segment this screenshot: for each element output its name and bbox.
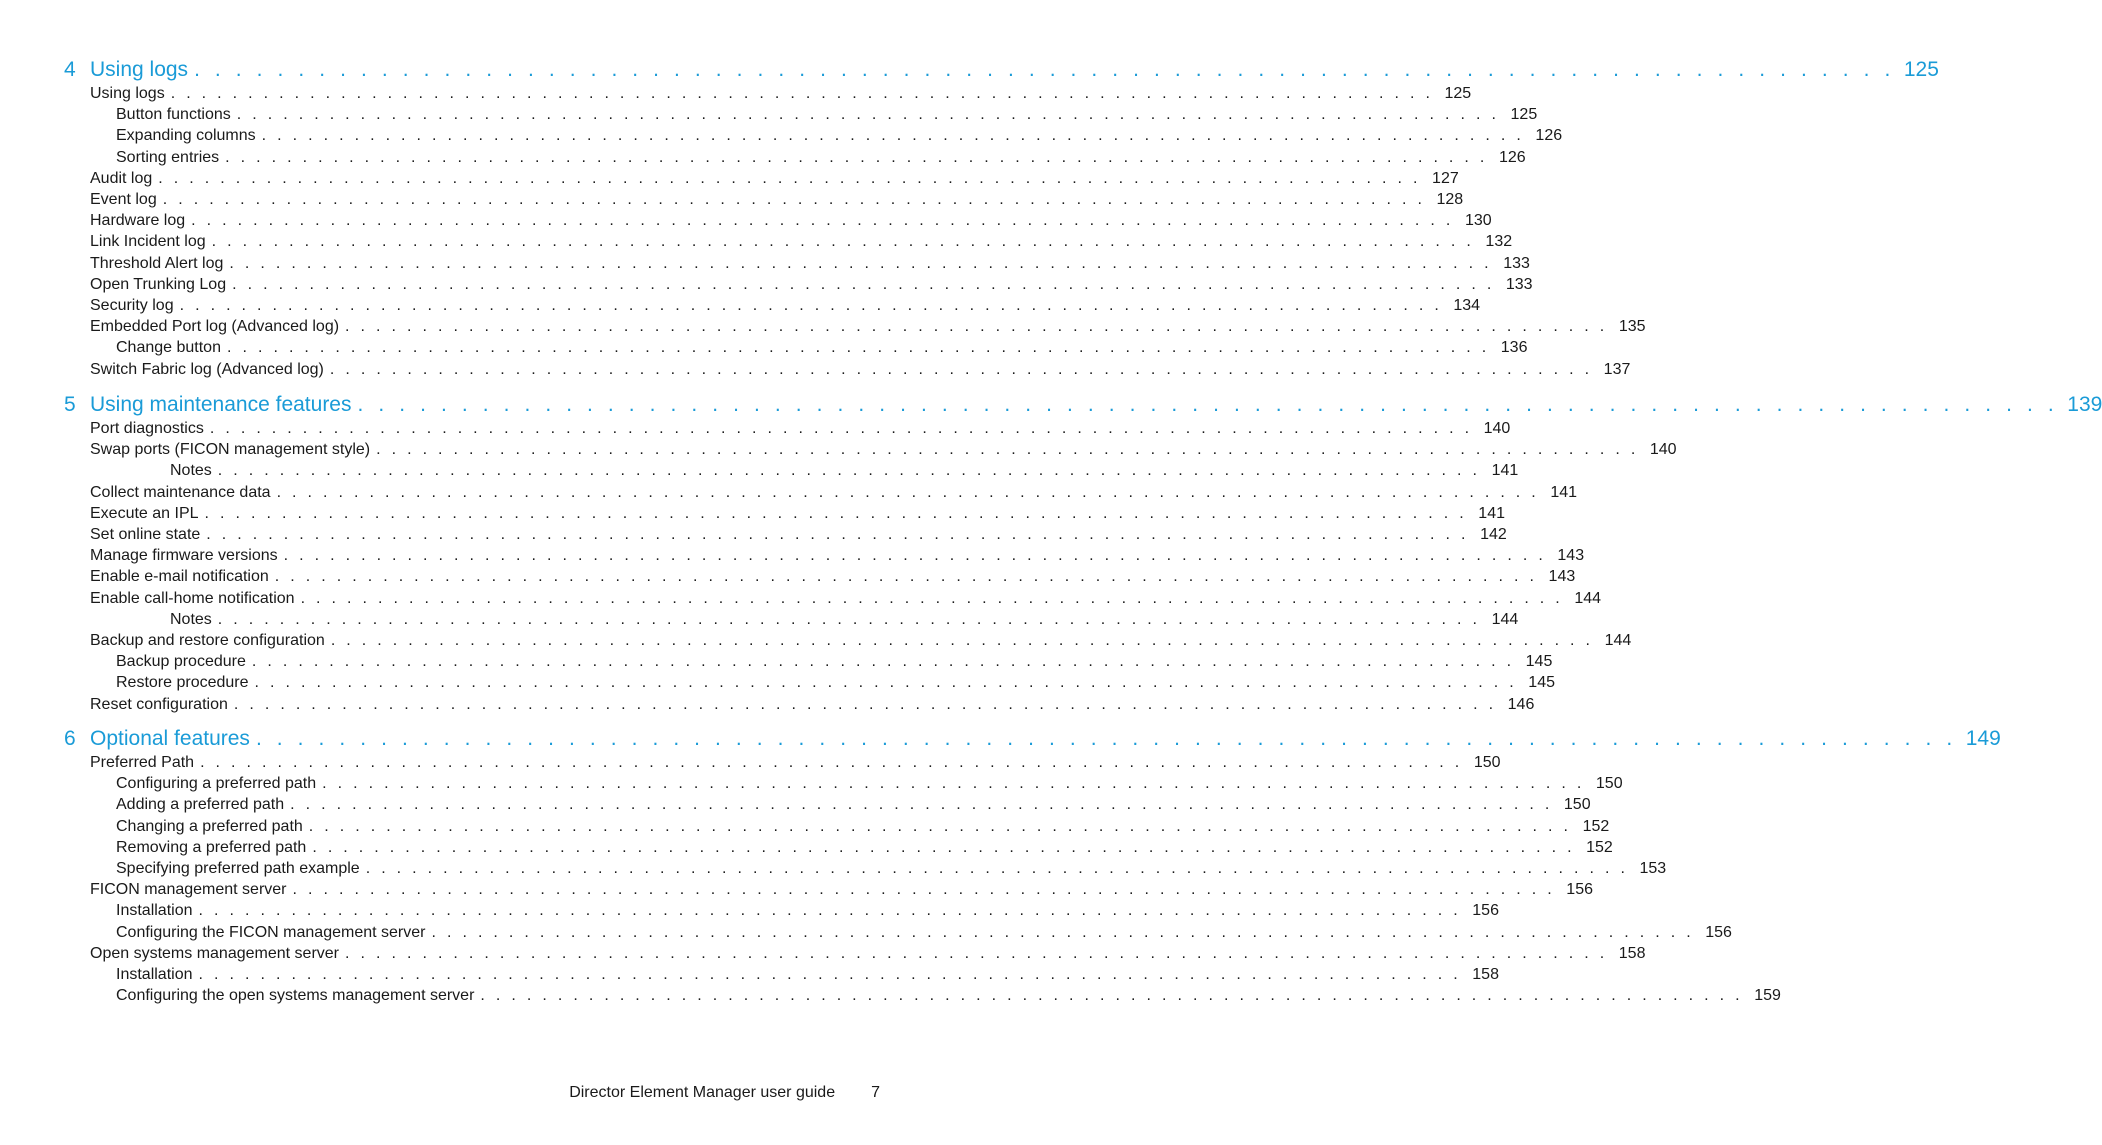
dot-leader: . . . . . . . . . . . . . . . . . . . . . . . . . . . . . . . . . . . . . . . . . . . . . . . . . . . . . . . . . . . . . . . . . . . . . . . . . . . . . . . . . .	[236, 106, 1500, 124]
dot-leader: . . . . . . . . . . . . . . . . . . . . . . . . . . . . . . . . . . . . . . . . . . . . . . . . . . . . . . . . . . . . . . . . . . . . . . . . . . . . . . . . . .	[431, 923, 1694, 941]
chapter-title: Optional features	[90, 727, 250, 750]
toc-entry[interactable]	[90, 545, 1585, 566]
toc-entry[interactable]	[116, 773, 1623, 794]
chapter-page-number: 125	[1903, 58, 1939, 81]
dot-leader: . . . . . . . . . . . . . . . . . . . . . . . . . . . . . . . . . . . . . . . . . . . . . . . . . . . . . . . . . . . . . . . . . . . . . . . . . . . . . . . . . .	[204, 504, 1467, 522]
toc-entry-page-number: 125	[1510, 106, 1538, 124]
toc-entry-page-number: 132	[1485, 233, 1513, 251]
toc-entry-title: Configuring the open systems management server	[116, 987, 475, 1005]
toc-entry-page-number: 158	[1618, 944, 1646, 962]
dot-leader: . . . . . . . . . . . . . . . . . . . . . . . . . . . . . . . . . . . . . . . . . . . . . . . . . . . . . . . . . . . . . . . . . . . . . . . . . . . . . . . . . .	[170, 85, 1434, 102]
toc-entry-page-number: 143	[1548, 568, 1576, 586]
toc-entry-title: Changing a preferred path	[116, 817, 303, 835]
toc-entry-title: Switch Fabric log (Advanced log)	[90, 360, 324, 378]
toc-entry-title: Backup and restore configuration	[90, 632, 325, 649]
dot-leader: . . . . . . . . . . . . . . . . . . . . . . . . . . . . . . . . . . . . . . . . . . . . . . . . . . . . . . . . . . . . . . . . . . . . . . . . . . . . . . . . . .	[229, 254, 1492, 272]
toc-entry[interactable]	[90, 439, 1677, 460]
toc-entry-page-number: 140	[1483, 420, 1511, 437]
toc-entry-title: Restore procedure	[116, 674, 249, 692]
toc-entry-page-number: 141	[1491, 462, 1519, 480]
toc-entry[interactable]	[90, 83, 1472, 104]
chapter-title: Using logs	[90, 58, 189, 81]
footer-page-number: 7	[871, 1084, 880, 1101]
toc-entry[interactable]	[90, 524, 1507, 545]
toc-entry[interactable]	[90, 943, 1646, 964]
toc-entry-page-number: 145	[1528, 674, 1555, 692]
toc-entry[interactable]	[90, 418, 1511, 439]
toc-entry-page-number: 130	[1464, 212, 1492, 230]
chapter-heading[interactable]	[64, 56, 1939, 84]
toc-entry-title: Installation	[116, 966, 193, 983]
toc-entry[interactable]	[90, 694, 1535, 715]
toc-entry-page-number: 128	[1436, 191, 1464, 208]
toc-entry-title: Manage firmware versions	[90, 547, 278, 565]
toc-entry-page-number: 144	[1604, 632, 1632, 649]
dot-leader: . . . . . . . . . . . . . . . . . . . . . . . . . . . . . . . . . . . . . . . . . . . . . . . . . . . . . . . . . . . . . . . . . . . . . . . . . . . . . . . . . .	[290, 796, 1553, 814]
toc-entry-title: Button functions	[116, 106, 231, 124]
toc-entry-title: Removing a preferred path	[116, 838, 307, 856]
chapter-heading[interactable]	[64, 391, 2102, 419]
dot-leader: . . . . . . . . . . . . . . . . . . . . . . . . . . . . . . . . . . . . . . . . . . . . . . . . . . . . . . . . . . . . . . . . . . . . . . . . . . . . . . . . . .	[330, 632, 1594, 649]
dot-leader: . . . . . . . . . . . . . . . . . . . . . . . . . . . . . . . . . . . . . . . . . . . . . . . . . . . . . . . . . . . . . . . . . . . . . . . . . . . . . . . . . .	[198, 902, 1461, 920]
toc-entry[interactable]	[90, 752, 1501, 773]
chapter-number: 5	[64, 393, 76, 416]
dot-leader: . . . . . . . . . . . . . . . . . . . . . . . . . . . . . . . . . . . . . . . . . . . . . . . . . . . . . . . . . . . . . . . . . . . . . . . . . . . . . . . . . .	[322, 775, 1585, 793]
toc-entry[interactable]	[90, 231, 1513, 252]
toc-entry-title: Preferred Path	[90, 754, 195, 771]
toc-entry-page-number: 159	[1754, 987, 1781, 1005]
dot-leader: . . . . . . . . . . . . . . . . . . . . . . . . . . . . . . . . . . . . . . . . . . . . . . . . . . . . . . . . . . . . . . . . . . . . . . . . . . . . . . . . . .	[211, 233, 1475, 251]
footer-guide-title: Director Element Manager user guide	[569, 1084, 836, 1101]
toc-entry-title: Installation	[116, 902, 193, 920]
toc-entry[interactable]	[90, 295, 1481, 316]
toc-entry-title: Enable e-mail notification	[90, 568, 269, 586]
toc-entry[interactable]	[116, 104, 1538, 125]
toc-entry[interactable]	[90, 316, 1646, 337]
toc-entry-title: Event log	[90, 191, 157, 208]
dot-leader: . . . . . . . . . . . . . . . . . . . . . . . . . . . . . . . . . . . . . . . . . . . . . . . . . . . . . . . . . . . . . . . . . . . . . . . . . . . . . . . . . .	[292, 881, 1555, 899]
chapter-page-number: 139	[2067, 393, 2102, 416]
toc-entry[interactable]	[90, 630, 1632, 651]
toc-entry-page-number: 141	[1550, 483, 1578, 501]
dot-leader: . . . . . . . . . . . . . . . . . . . . . . . . . . . . . . . . . . . . . . . . . . . . . . . . . . . . . . . . . . . . . . . . . . . . . . . . . . . . . . . . . .	[158, 169, 1421, 187]
toc-entry[interactable]	[116, 651, 1553, 672]
toc-entry-title: Threshold Alert log	[90, 254, 224, 272]
dot-leader: . . . . . . . . . . . . . . . . . . . . . . . . . . . . . . . . . . . . . . . . . . . . . . . . . . . . . . . . . . . . . . . . . . . . . . . . . . . . . . . . . .	[312, 838, 1575, 856]
toc-entry[interactable]	[90, 274, 1533, 295]
dot-leader: . . . . . . . . . . . . . . . . . . . . . . . . . . . . . . . . . . . . . . . . . . . . . . . . . . . . . . . . . . . . . . . . . . . . . . . . . . . . . . . . . .	[179, 297, 1443, 314]
toc-entry-title: Adding a preferred path	[116, 796, 285, 814]
toc-entry-page-number: 156	[1705, 923, 1732, 941]
toc-entry[interactable]	[116, 794, 1591, 815]
toc-entry[interactable]	[170, 609, 1519, 630]
dot-leader: . . . . . . . . . . . . . . . . . . . . . . . . . . . . . . . . . . . . . . . . . . . . . . . . . . . . . . . . . . . . . . . . . . . . . . . . . . . . . . . . . .	[194, 58, 1895, 81]
toc-entry[interactable]	[90, 189, 1464, 210]
chapter-title: Using maintenance features	[90, 393, 352, 416]
toc-entry[interactable]	[90, 210, 1492, 231]
toc-entry-page-number: 150	[1563, 796, 1591, 814]
toc-entry-title: Expanding columns	[116, 127, 256, 145]
toc-entry-page-number: 152	[1582, 817, 1610, 835]
toc-entry-page-number: 152	[1586, 838, 1613, 856]
chapter-number: 4	[64, 58, 76, 81]
toc-entry-title: Notes	[170, 610, 212, 628]
toc-entry[interactable]	[116, 816, 1610, 837]
dot-leader: . . . . . . . . . . . . . . . . . . . . . . . . . . . . . . . . . . . . . . . . . . . . . . . . . . . . . . . . . . . . . . . . . . . . . . . . . . . . . . . . . .	[198, 966, 1461, 983]
toc-entry-page-number: 134	[1453, 297, 1481, 314]
toc-entry-page-number: 141	[1478, 504, 1505, 522]
toc-entry-title: FICON management server	[90, 881, 287, 899]
toc-entry[interactable]	[116, 964, 1499, 985]
toc-entry-title: Specifying preferred path example	[116, 860, 360, 877]
toc-entry[interactable]	[116, 837, 1613, 858]
toc-entry[interactable]	[90, 566, 1576, 587]
toc-entry-title: Swap ports (FICON management style)	[90, 441, 371, 459]
dot-leader: . . . . . . . . . . . . . . . . . . . . . . . . . . . . . . . . . . . . . . . . . . . . . . . . . . . . . . . . . . . . . . . . . . . . . . . . . . . . . . . . . .	[251, 653, 1515, 671]
toc-entry[interactable]	[90, 359, 1631, 380]
toc-entry[interactable]	[90, 503, 1505, 524]
toc-entry[interactable]	[90, 879, 1593, 900]
toc-entry-page-number: 158	[1472, 966, 1499, 983]
chapter-number: 6	[64, 727, 76, 750]
toc-entry-title: Embedded Port log (Advanced log)	[90, 318, 340, 336]
toc-entry[interactable]	[116, 985, 1781, 1006]
toc-entry-title: Using logs	[90, 85, 165, 102]
toc-entry-title: Port diagnostics	[90, 420, 204, 437]
dot-leader: . . . . . . . . . . . . . . . . . . . . . . . . . . . . . . . . . . . . . . . . . . . . . . . . . . . . . . . . . . . . . . . . . . . . . . . . . . . . . . . . . .	[162, 191, 1426, 208]
toc-entry-page-number: 127	[1432, 169, 1459, 187]
dot-leader: . . . . . . . . . . . . . . . . . . . . . . . . . . . . . . . . . . . . . . . . . . . . . . . . . . . . . . . . . . . . . . . . . . . . . . . . . . . . . . . . . .	[283, 547, 1547, 565]
dot-leader: . . . . . . . . . . . . . . . . . . . . . . . . . . . . . . . . . . . . . . . . . . . . . . . . . . . . . . . . . . . . . . . . . . . . . . . . . . . . . . . . . .	[200, 754, 1463, 771]
dot-leader: . . . . . . . . . . . . . . . . . . . . . . . . . . . . . . . . . . . . . . . . . . . . . . . . . . . . . . . . . . . . . . . . . . . . . . . . . . . . . . . . . .	[226, 339, 1490, 357]
toc-entry-title: Configuring the FICON management server	[116, 923, 426, 941]
chapter-page-number: 149	[1965, 727, 2001, 750]
dot-leader: . . . . . . . . . . . . . . . . . . . . . . . . . . . . . . . . . . . . . . . . . . . . . . . . . . . . . . . . . . . . . . . . . . . . . . . . . . . . . . . . . .	[357, 393, 2059, 416]
toc-entry[interactable]	[116, 672, 1555, 693]
toc-entry-title: Audit log	[90, 169, 153, 187]
dot-leader: . . . . . . . . . . . . . . . . . . . . . . . . . . . . . . . . . . . . . . . . . . . . . . . . . . . . . . . . . . . . . . . . . . . . . . . . . . . . . . . . . .	[480, 987, 1743, 1005]
toc-entry-title: Set online state	[90, 526, 201, 543]
toc-entry-page-number: 137	[1603, 360, 1631, 378]
toc-entry-page-number: 126	[1535, 127, 1563, 145]
toc-entry-title: Backup procedure	[116, 653, 246, 671]
toc-entry-title: Execute an IPL	[90, 504, 199, 522]
toc-entry-title: Hardware log	[90, 212, 186, 230]
toc-entry[interactable]	[116, 900, 1499, 921]
dot-leader: . . . . . . . . . . . . . . . . . . . . . . . . . . . . . . . . . . . . . . . . . . . . . . . . . . . . . . . . . . . . . . . . . . . . . . . . . . . . . . . . . .	[191, 212, 1454, 230]
toc-entry-title: Notes	[170, 462, 212, 480]
dot-leader: . . . . . . . . . . . . . . . . . . . . . . . . . . . . . . . . . . . . . . . . . . . . . . . . . . . . . . . . . . . . . . . . . . . . . . . . . . . . . . . . . .	[376, 441, 1639, 459]
toc-entry-title: Enable call-home notification	[90, 589, 295, 607]
dot-leader: . . . . . . . . . . . . . . . . . . . . . . . . . . . . . . . . . . . . . . . . . . . . . . . . . . . . . . . . . . . . . . . . . . . . . . . . . . . . . . . . . .	[329, 360, 1593, 378]
dot-leader: . . . . . . . . . . . . . . . . . . . . . . . . . . . . . . . . . . . . . . . . . . . . . . . . . . . . . . . . . . . . . . . . . . . . . . . . . . . . . . . . . .	[206, 526, 1469, 543]
dot-leader: . . . . . . . . . . . . . . . . . . . . . . . . . . . . . . . . . . . . . . . . . . . . . . . . . . . . . . . . . . . . . . . . . . . . . . . . . . . . . . . . . .	[261, 127, 1525, 145]
dot-leader: . . . . . . . . . . . . . . . . . . . . . . . . . . . . . . . . . . . . . . . . . . . . . . . . . . . . . . . . . . . . . . . . . . . . . . . . . . . . . . . . . .	[254, 674, 1517, 692]
toc-entry[interactable]	[116, 858, 1667, 879]
toc-entry[interactable]	[116, 125, 1563, 146]
toc-entry-page-number: 156	[1566, 881, 1593, 899]
toc-entry-page-number: 156	[1472, 902, 1499, 920]
dot-leader: . . . . . . . . . . . . . . . . . . . . . . . . . . . . . . . . . . . . . . . . . . . . . . . . . . . . . . . . . . . . . . . . . . . . . . . . . . . . . . . . . .	[345, 944, 1608, 962]
toc-entry-page-number: 144	[1574, 589, 1602, 607]
toc-entry-page-number: 150	[1595, 775, 1623, 793]
dot-leader: . . . . . . . . . . . . . . . . . . . . . . . . . . . . . . . . . . . . . . . . . . . . . . . . . . . . . . . . . . . . . . . . . . . . . . . . . . . . . . . . . .	[225, 148, 1488, 166]
dot-leader: . . . . . . . . . . . . . . . . . . . . . . . . . . . . . . . . . . . . . . . . . . . . . . . . . . . . . . . . . . . . . . . . . . . . . . . . . . . . . . . . . .	[217, 462, 1481, 480]
dot-leader: . . . . . . . . . . . . . . . . . . . . . . . . . . . . . . . . . . . . . . . . . . . . . . . . . . . . . . . . . . . . . . . . . . . . . . . . . . . . . . . . . .	[308, 817, 1572, 835]
toc-entry-page-number: 126	[1498, 148, 1526, 166]
toc-entry[interactable]	[170, 460, 1519, 481]
toc-entry[interactable]	[90, 588, 1602, 609]
toc-entry[interactable]	[90, 168, 1459, 189]
toc-entry[interactable]	[116, 147, 1526, 168]
dot-leader: . . . . . . . . . . . . . . . . . . . . . . . . . . . . . . . . . . . . . . . . . . . . . . . . . . . . . . . . . . . . . . . . . . . . . . . . . . . . . . . . . .	[209, 420, 1473, 437]
dot-leader: . . . . . . . . . . . . . . . . . . . . . . . . . . . . . . . . . . . . . . . . . . . . . . . . . . . . . . . . . . . . . . . . . . . . . . . . . . . . . . . . . .	[345, 318, 1608, 336]
toc-entry-page-number: 142	[1480, 526, 1507, 543]
toc-entry-title: Sorting entries	[116, 148, 220, 166]
dot-leader: . . . . . . . . . . . . . . . . . . . . . . . . . . . . . . . . . . . . . . . . . . . . . . . . . . . . . . . . . . . . . . . . . . . . . . . . . . . . . . . . . .	[232, 275, 1495, 293]
toc-entry-title: Change button	[116, 339, 221, 357]
toc-entry-page-number: 145	[1525, 653, 1553, 671]
toc-entry-page-number: 144	[1491, 610, 1519, 628]
toc-entry-title: Link Incident log	[90, 233, 206, 251]
toc-entry[interactable]	[90, 253, 1530, 274]
dot-leader: . . . . . . . . . . . . . . . . . . . . . . . . . . . . . . . . . . . . . . . . . . . . . . . . . . . . . . . . . . . . . . . . . . . . . . . . . . . . . . . . . .	[233, 695, 1497, 713]
toc-entry-page-number: 135	[1618, 318, 1646, 336]
toc-entry-page-number: 143	[1557, 547, 1585, 565]
dot-leader: . . . . . . . . . . . . . . . . . . . . . . . . . . . . . . . . . . . . . . . . . . . . . . . . . . . . . . . . . . . . . . . . . . . . . . . . . . . . . . . . . .	[365, 860, 1629, 877]
toc-entry[interactable]	[90, 482, 1578, 503]
dot-leader: . . . . . . . . . . . . . . . . . . . . . . . . . . . . . . . . . . . . . . . . . . . . . . . . . . . . . . . . . . . . . . . . . . . . . . . . . . . . . . . . . .	[274, 568, 1538, 586]
toc-entry-page-number: 153	[1639, 860, 1667, 877]
dot-leader: . . . . . . . . . . . . . . . . . . . . . . . . . . . . . . . . . . . . . . . . . . . . . . . . . . . . . . . . . . . . . . . . . . . . . . . . . . . . . . . . . .	[276, 483, 1540, 501]
toc-entry[interactable]	[116, 922, 1732, 943]
dot-leader: . . . . . . . . . . . . . . . . . . . . . . . . . . . . . . . . . . . . . . . . . . . . . . . . . . . . . . . . . . . . . . . . . . . . . . . . . . . . . . . . . .	[217, 610, 1481, 628]
toc-entry-page-number: 146	[1507, 695, 1535, 713]
toc-entry-title: Configuring a preferred path	[116, 775, 317, 793]
dot-leader: . . . . . . . . . . . . . . . . . . . . . . . . . . . . . . . . . . . . . . . . . . . . . . . . . . . . . . . . . . . . . . . . . . . . . . . . . . . . . . . . . .	[255, 727, 1957, 750]
toc-entry-title: Open systems management server	[90, 944, 339, 962]
toc-entry-page-number: 133	[1505, 275, 1533, 293]
toc-entry-page-number: 125	[1444, 85, 1472, 102]
toc-entry-page-number: 133	[1503, 254, 1530, 272]
toc-entry-page-number: 150	[1473, 754, 1501, 771]
chapter-heading[interactable]	[64, 725, 2001, 753]
toc-entry-title: Open Trunking Log	[90, 275, 227, 293]
toc-entry-title: Collect maintenance data	[90, 483, 271, 501]
page-footer	[560, 1082, 880, 1104]
toc-entry-title: Reset configuration	[90, 695, 228, 713]
toc-entry-title: Security log	[90, 297, 174, 314]
toc-entry-page-number: 136	[1500, 339, 1528, 357]
dot-leader: . . . . . . . . . . . . . . . . . . . . . . . . . . . . . . . . . . . . . . . . . . . . . . . . . . . . . . . . . . . . . . . . . . . . . . . . . . . . . . . . . .	[300, 589, 1564, 607]
toc-entry-page-number: 140	[1649, 441, 1677, 459]
toc-entry[interactable]	[116, 337, 1528, 358]
